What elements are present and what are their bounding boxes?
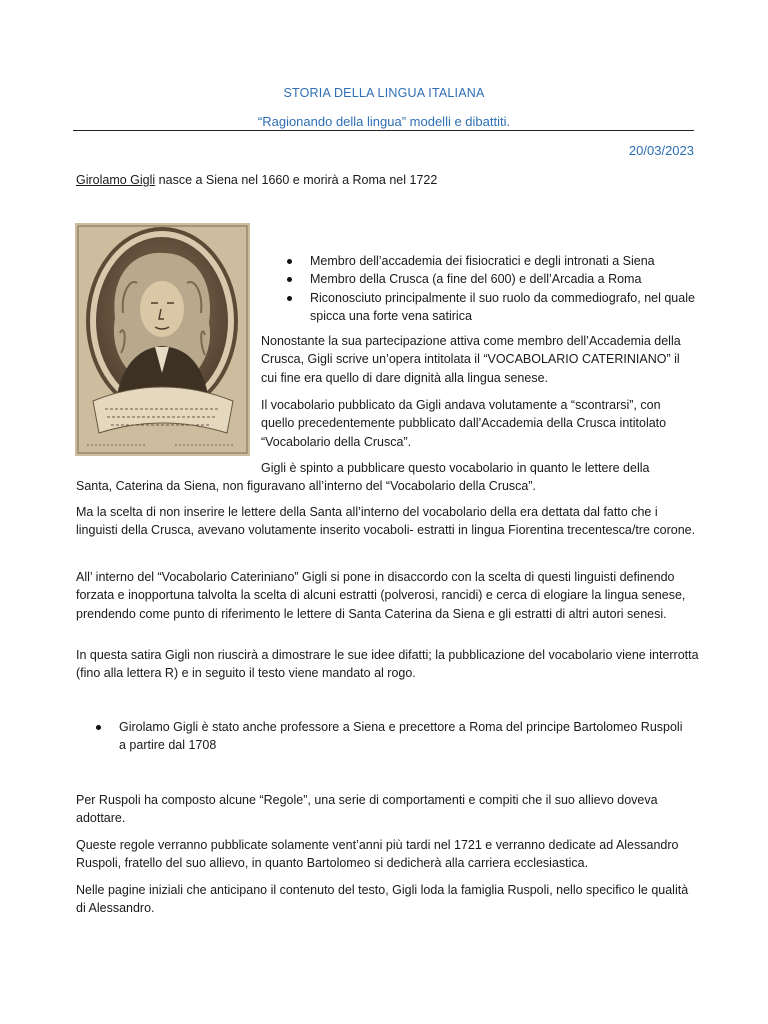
document-title: STORIA DELLA LINGUA ITALIANA	[283, 86, 485, 100]
paragraph-line: Santa, Caterina da Siena, non figuravano all’interno del “Vocabolario della Crusca”.	[76, 479, 537, 493]
document-subtitle: “Ragionando della lingua” modelli e dibattiti.	[257, 114, 511, 129]
intro-text: nasce a Siena nel 1660 e morirà a Roma nel 1722	[155, 173, 438, 187]
paragraph: Nonostante la sua partecipazione attiva come membro dell’Accademia della Crusca, Gigli scrive un’opera intitolata il “VOCABOLARIO CATERINIANO” il cui fine era quello di dare dignità alla lingua senese.	[261, 334, 681, 385]
portrait-engraving-image	[75, 223, 250, 456]
document-date: 20/03/2023	[628, 143, 694, 158]
bullet-list-lower	[92, 718, 692, 755]
intro-name: Girolamo Gigli	[76, 173, 156, 187]
paragraph-line: Gigli è spinto a pubblicare questo vocabolario in quanto le lettere della	[261, 461, 650, 475]
paragraph: Nelle pagine iniziali che anticipano il contenuto del testo, Gigli loda la famiglia Ruspoli, nello specifico le qualità di Alessandro.	[76, 883, 689, 916]
portrait-illustration	[75, 223, 250, 456]
paragraph: In questa satira Gigli non riuscirà a dimostrare le sue idee difatti; la pubblicazione del vocabolario viene interrotta (fino alla lettera R) e in seguito il testo viene mandato al rogo.	[76, 648, 699, 681]
bullet-list-top	[283, 252, 703, 325]
bullet-item: Membro della Crusca (a fine del 600) e dell’Arcadia a Roma	[283, 270, 703, 288]
bullet-item: Membro dell’accademia dei fisiocratici e degli intronati a Siena	[283, 252, 703, 270]
paragraph: Ma la scelta di non inserire le lettere della Santa all’interno del vocabolario della era dettata dal fatto che i linguisti della Crusca, avevano volutamente inserito vocaboli- estratti in lingua Fiorentina trecentesca/tre corone.	[76, 505, 696, 538]
bullet-item: Riconosciuto principalmente il suo ruolo da commediografo, nel quale spicca una forte vena satirica	[283, 289, 703, 326]
paragraph: All’ interno del “Vocabolario Cateriniano” Gigli si pone in disaccordo con la scelta di questi linguisti definendo forzata e inopportuna talvolta la scelta di alcuni estratti (polverosi, rancidi) e cerca di elogiare la lingua senese, prendendo come punto di riferimento le lettere di Santa Caterina da Siena e gli estratti di altri autori senesi.	[76, 570, 686, 621]
paragraph: Per Ruspoli ha composto alcune “Regole”, una serie di comportamenti e compiti che il suo allievo doveva adottare.	[76, 793, 658, 826]
paragraph: Il vocabolario pubblicato da Gigli andava volutamente a “scontrarsi”, con quello precedentemente pubblicato dall’Accademia della Crusca intitolato “Vocabolario della Crusca”.	[261, 398, 667, 449]
paragraph: Queste regole verranno pubblicate solamente vent’anni più tardi nel 1721 e verranno dedicate ad Alessandro Ruspoli, fratello del suo allievo, in quanto Bartolomeo si dedicherà alla carriera ecclesiastica.	[76, 838, 679, 871]
intro-line	[76, 171, 437, 189]
header-divider	[73, 130, 694, 131]
bullet-item: Girolamo Gigli è stato anche professore a Siena e precettore a Roma del principe Bartolomeo Ruspoli a partire dal 1708	[92, 718, 692, 755]
